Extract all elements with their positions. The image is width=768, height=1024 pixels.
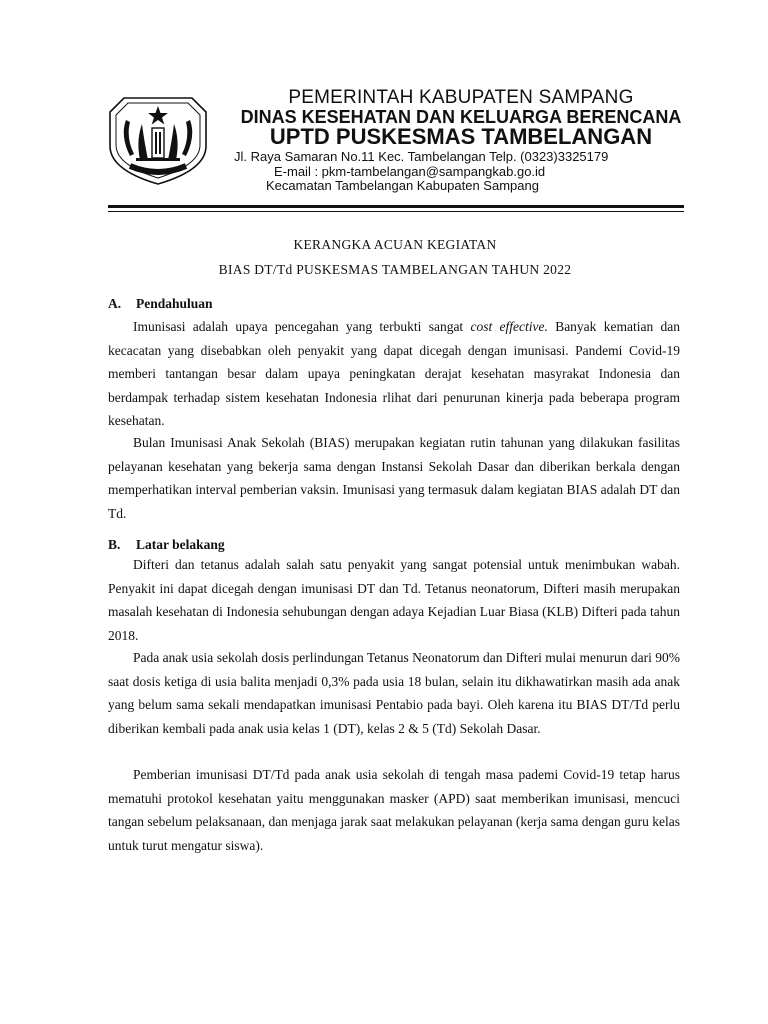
paragraph: Pada anak usia sekolah dosis perlindungan Tetanus Neonatorum dan Difteri mulai menurun dari 90% saat dosis ketiga di usia balita menjadi 0,3% pada usia 18 bulan, selain itu dikhawatirkan masih ada anak yang belum sama sekali mendapatkan imunisasi Pentabio pada bayi. Oleh karena itu BIAS DT/Td perlu diberikan kembali pada anak usia kelas 1 (DT), kelas 2 & 5 (Td) Sekolah Dasar. [108,650,680,736]
paragraph-text: Imunisasi adalah upaya pencegahan yang terbukti sangat [133,319,471,334]
paragraph-text: Banyak kematian dan kecacatan yang disebabkan oleh penyakit yang dapat dicegah dengan imunisasi. Pandemi Covid-19 memberi tantangan besar dalam upaya peningkatan derajat kesehatan masyrakat Indonesia dan berdampak terhadap sistem kesehatan Indonesia rlihat dari penurunan kinerja pada beberapa program kesehatan. [108,319,680,428]
letterhead-email: E-mail : pkm-tambelangan@sampangkab.go.id [274,164,546,179]
letterhead-department: DINAS KESEHATAN DAN KELUARGA BERENCANA [240,107,682,127]
section-heading-latar-belakang [108,537,225,553]
paragraph: Difteri dan tetanus adalah salah satu penyakit yang sangat potensial untuk menimbukan wabah. Penyakit ini dapat dicegah dengan imunisasi DT dan Td. Tetanus neonatorum, Difteri masih merupakan masalah kesehatan di Indonesia sehubungan dengan adaya Kejadian Luar Biasa (KLB) Difteri pada tahun 2018. [108,557,680,643]
letterhead-puskesmas: UPTD PUSKESMAS TAMBELANGAN [269,124,653,149]
section-title: Pendahuluan [136,296,213,311]
section-title: Latar belakang [136,537,225,552]
paragraph: Bulan Imunisasi Anak Sekolah (BIAS) merupakan kegiatan rutin tahunan yang dilakukan fasilitas pelayanan kesehatan yang bekerja sama dengan Instansi Sekolah Dasar dan diberikan berkala dengan memperhatikan interval pemberian vaksin. Imunisasi yang termasuk dalam kegiatan BIAS adalah DT dan Td. [108,435,680,521]
section-number: A. [108,296,122,311]
letterhead-government: PEMERINTAH KABUPATEN SAMPANG [288,87,634,108]
regency-emblem-logo [96,90,220,186]
paragraph-italic-text: cost effective. [470,319,548,334]
document-title: KERANGKA ACUAN KEGIATAN [293,237,497,252]
paragraph: Pemberian imunisasi DT/Td pada anak usia sekolah di tengah masa pademi Covid-19 tetap harus mematuhi protokol kesehatan yaitu menggunakan masker (APD) saat memberikan imunisasi, mencuci tangan sebelum pelaksanaan, dan menjaga jarak saat melakukan pelayanan (kerja sama dengan guru kelas untuk turut mengatur siswa). [108,767,681,853]
document-subtitle: BIAS DT/Td PUSKESMAS TAMBELANGAN TAHUN 2022 [218,262,572,277]
section-heading-pendahuluan [108,296,213,312]
letterhead-district: Kecamatan Tambelangan Kabupaten Sampang [266,178,539,193]
letterhead-divider-thick [108,205,684,208]
paragraph [108,315,680,433]
letterhead-divider-thin [108,211,684,212]
letterhead-address: Jl. Raya Samaran No.11 Kec. Tambelangan Telp. (0323)3325179 [234,149,609,164]
section-number: B. [108,537,121,552]
